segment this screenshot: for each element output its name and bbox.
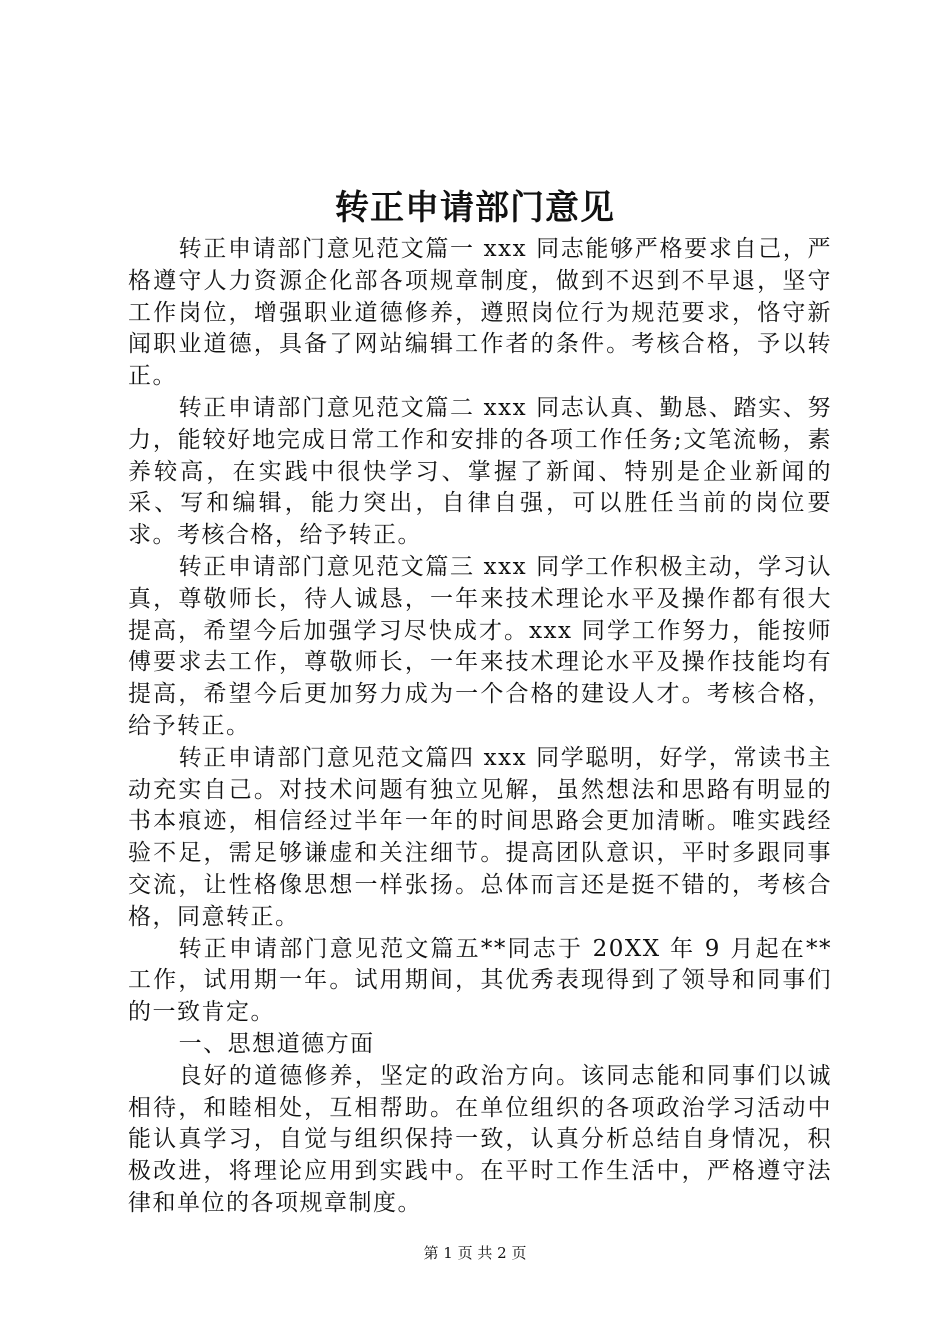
paragraph-6: 良好的道德修养，坚定的政治方向。该同志能和同事们以诚相待，和睦相处，互相帮助。在单位组织的各项政治学习活动中能认真学习，自觉与组织保持一致，认真分析总结自身情况，积极改进，将理论应用到实践中。在平时工作生活中，严格遵守法律和单位的各项规章制度。 (128, 1062, 832, 1216)
paragraph-4: 转正申请部门意见范文篇四 xxx 同学聪明，好学，常读书主动充实自己。对技术问题有独立见解，虽然想法和思路有明显的书本痕迹，相信经过半年一年的时间思路会更加清晰。唯实践经验不足，需足够谦虚和关注细节。提高团队意识，平时多跟同事交流，让性格像思想一样张扬。总体而言还是挺不错的，考核合格，同意转正。 (128, 744, 832, 930)
paragraph-2: 转正申请部门意见范文篇二 xxx 同志认真、勤恳、踏实、努力，能较好地完成日常工作和安排的各项工作任务;文笔流畅，素养较高，在实践中很快学习、掌握了新闻、特别是企业新闻的采、写和编辑，能力突出，自律自强，可以胜任当前的岗位要求。考核合格，给予转正。 (128, 394, 832, 549)
document-title: 转正申请部门意见 (335, 188, 615, 228)
section-heading: 一、思想道德方面 (178, 1030, 375, 1057)
document-body (128, 234, 832, 1220)
page-footer: 第 1 页 共 2 页 (423, 1244, 527, 1262)
paragraph-3: 转正申请部门意见范文篇三 xxx 同学工作积极主动，学习认真，尊敬师长，待人诚恳，一年来技术理论水平及操作都有很大提高，希望今后加强学习尽快成才。xxx 同学工作努力，能按师傅要求去工作，尊敬师长，一年来技术理论水平及操作技能均有提高，希望今后更加努力成为一个合格的建设人才。考核合格，给予转正。 (128, 553, 832, 739)
paragraph-5: 转正申请部门意见范文篇五**同志于 20XX 年 9 月起在**工作，试用期一年。试用期间，其优秀表现得到了领导和同事们的一致肯定。 (128, 935, 832, 1026)
paragraph-1: 转正申请部门意见范文篇一 xxx 同志能够严格要求自己，严格遵守人力资源企化部各项规章制度，做到不迟到不早退，坚守工作岗位，增强职业道德修养，遵照岗位行为规范要求，恪守新闻职业道德，具备了网站编辑工作者的条件。考核合格，予以转正。 (128, 236, 832, 390)
